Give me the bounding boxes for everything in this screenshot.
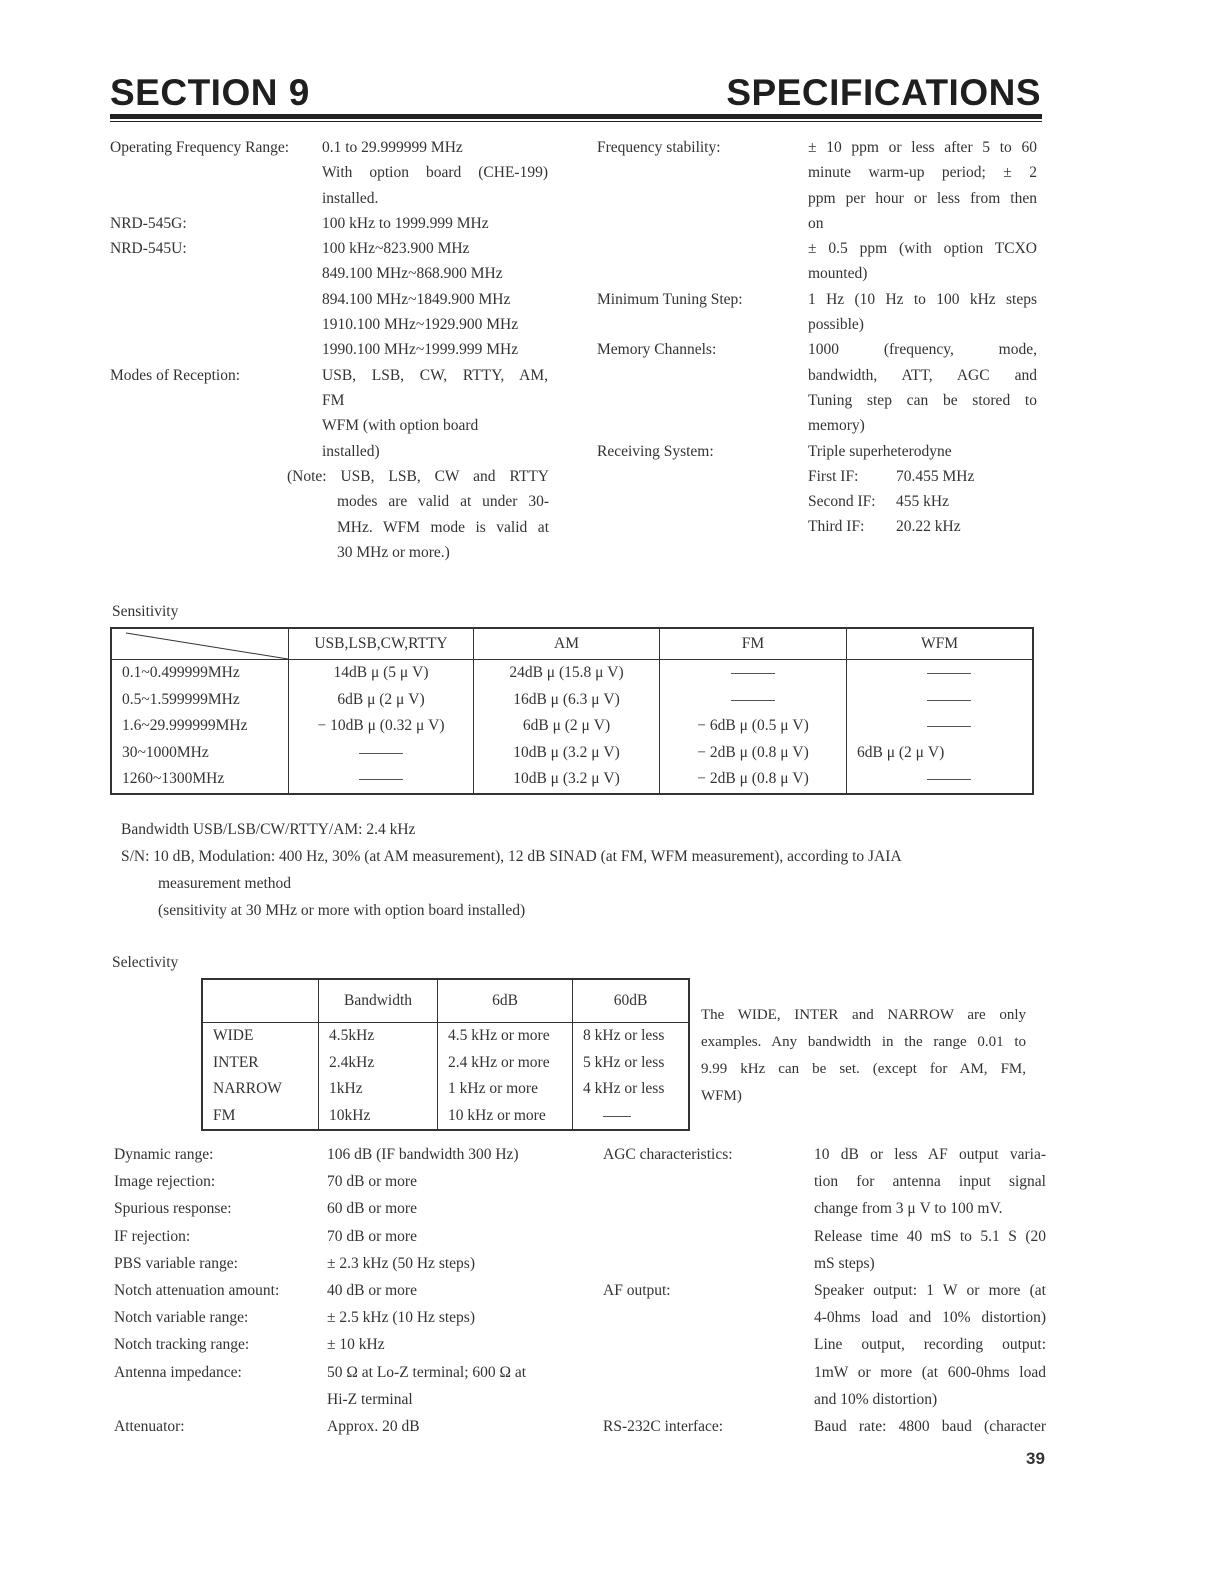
empty-cell (289, 766, 473, 793)
db6-column (438, 1023, 573, 1131)
spec-label (597, 186, 797, 211)
spec-label: NRD-545U: (110, 240, 187, 258)
spec-label (110, 160, 315, 185)
spec-value: With option board (CHE-199) (322, 164, 548, 182)
spec-values-top-left (322, 135, 548, 464)
spec-label (603, 1195, 808, 1222)
spec-label: Frequency stability: (597, 139, 721, 156)
spec-value: Line output, recording output: (814, 1336, 1046, 1354)
spec-label: Attenuator: (114, 1417, 185, 1435)
empty-cell (660, 660, 846, 687)
dash-mark (927, 673, 971, 674)
note-line: WFM) (701, 1088, 742, 1104)
spec-value: mounted) (808, 265, 868, 283)
spec-value: 106 dB (IF bandwidth 300 Hz) (327, 1146, 519, 1163)
spec-label: Spurious response: (114, 1200, 232, 1218)
modes-note (287, 464, 549, 565)
value-cell: 5 kHz or less (583, 1053, 665, 1071)
table-body-row (202, 1023, 689, 1131)
spec-value: ± 10 kHz (327, 1336, 385, 1354)
note-line: S/N: 10 dB, Modulation: 400 Hz, 30% (at AM measurement), 12 dB SINAD (at FM, WFM measurement), according to JAIA (121, 848, 902, 865)
spec-value: 100 kHz to 1999.999 MHz (322, 214, 489, 232)
note-line: MHz. WFM mode is valid at (337, 518, 549, 536)
if-label: Second IF: (808, 493, 876, 511)
spec-label (110, 261, 315, 286)
value-cell: 2.4 kHz or more (448, 1053, 550, 1071)
dash-mark (603, 1116, 631, 1117)
spec-label (110, 186, 315, 211)
empty-cell (660, 687, 846, 714)
spec-value: on (808, 214, 824, 232)
spec-value: installed. (322, 189, 379, 207)
spec-value: tion for antenna input signal (814, 1173, 1046, 1191)
spec-value: Speaker output: 1 W or more (at (814, 1281, 1046, 1299)
empty-cell (583, 1103, 688, 1130)
spec-value: Tuning step can be stored to (808, 391, 1037, 409)
spec-label (603, 1304, 808, 1331)
spec-label: AF output: (603, 1281, 671, 1299)
value-cell: 16dB μ (6.3 μ V) (513, 690, 620, 708)
spec-value: 1000 (frequency, mode, (808, 341, 1037, 359)
corner-cell (202, 979, 319, 1023)
spec-value: ± 2.3 kHz (50 Hz steps) (327, 1254, 475, 1272)
note-line: The WIDE, INTER and NARROW are only (701, 1007, 1026, 1023)
spec-labels-top-left (110, 135, 315, 388)
wfm-column (847, 660, 1034, 794)
spec-value: Triple superheterodyne (808, 442, 952, 460)
am-column (474, 660, 660, 794)
spec-label: NRD-545G: (110, 214, 187, 232)
spec-value: ± 10 ppm or less after 5 to 60 (808, 139, 1037, 156)
dash-mark (927, 726, 971, 727)
db60-column (573, 1023, 690, 1131)
sensitivity-notes (121, 816, 1031, 924)
spec-label (603, 1359, 808, 1386)
empty-cell (857, 660, 1032, 687)
spec-value: Release time 40 mS to 5.1 S (20 (814, 1227, 1046, 1245)
column-header: 60dB (573, 979, 690, 1023)
spec-label: Dynamic range: (114, 1146, 214, 1163)
dash-mark (359, 753, 403, 754)
spec-label: Memory Channels: (597, 341, 717, 359)
spec-value: 60 dB or more (327, 1200, 417, 1218)
value-cell: − 2dB μ (0.8 μ V) (697, 770, 809, 788)
header-rule-thick (110, 114, 1042, 119)
spec-value: 10 dB or less AF output varia- (814, 1146, 1046, 1163)
column-header: USB,LSB,CW,RTTY (289, 628, 474, 660)
range-cell: 1260~1300MHz (122, 770, 225, 788)
spec-label (110, 337, 315, 362)
if-value: 70.455 MHz (896, 467, 975, 485)
note-line: 9.99 kHz can be set. (except for AM, FM, (701, 1061, 1026, 1077)
spec-values-bottom-left (327, 1141, 557, 1440)
spec-label (597, 413, 797, 438)
spec-value: bandwidth, ATT, AGC and (808, 366, 1037, 384)
name-cell: NARROW (213, 1080, 282, 1098)
value-cell: 2.4kHz (329, 1053, 375, 1071)
value-cell: 10dB μ (3.2 μ V) (513, 770, 620, 788)
spec-value: Baud rate: 4800 baud (character (814, 1417, 1046, 1435)
spec-value: 70 dB or more (327, 1173, 417, 1191)
value-cell: 4.5kHz (329, 1027, 375, 1044)
spec-label (603, 1168, 808, 1195)
spec-label: Antenna impedance: (114, 1363, 242, 1381)
selectivity-side-note (701, 1002, 1026, 1110)
dash-mark (927, 700, 971, 701)
spec-value: 1990.100 MHz~1999.999 MHz (322, 341, 519, 359)
spec-label (110, 312, 315, 337)
spec-label (597, 160, 797, 185)
if-row (808, 514, 1037, 539)
column-header: Bandwidth (319, 979, 438, 1023)
note-line: (sensitivity at 30 MHz or more with option board installed) (158, 902, 526, 919)
spec-value: 4-0hms load and 10% distortion) (814, 1309, 1046, 1327)
spec-label (597, 211, 797, 236)
spec-value: ± 0.5 ppm (with option TCXO (808, 240, 1037, 258)
spec-value: 0.1 to 29.999999 MHz (322, 139, 463, 156)
selectivity-title: Selectivity (112, 954, 179, 971)
spec-value: USB, LSB, CW, RTTY, AM, (322, 366, 548, 384)
value-cell: 10 kHz or more (448, 1106, 546, 1124)
spec-value: memory) (808, 417, 865, 435)
range-column (111, 660, 289, 794)
spec-label: RS-232C interface: (603, 1417, 724, 1435)
if-value: 455 kHz (896, 493, 949, 511)
spec-value: WFM (with option board (322, 417, 479, 435)
if-value: 20.22 kHz (896, 518, 961, 536)
sensitivity-table (110, 627, 1034, 795)
spec-label: PBS variable range: (114, 1254, 238, 1272)
spec-label: Receiving System: (597, 442, 714, 460)
spec-label: Minimum Tuning Step: (597, 290, 743, 308)
range-cell: 30~1000MHz (122, 743, 209, 761)
spec-value: minute warm-up period; ± 2 (808, 164, 1037, 182)
value-cell: 1kHz (329, 1080, 363, 1098)
name-cell: FM (213, 1106, 236, 1124)
if-label: First IF: (808, 467, 859, 485)
if-label: Third IF: (808, 518, 865, 536)
value-cell: 8 kHz or less (583, 1027, 665, 1044)
note-line: (Note: USB, LSB, CW and RTTY (287, 468, 549, 485)
spec-labels-top-right (597, 135, 797, 464)
value-cell: − 2dB μ (0.8 μ V) (697, 743, 809, 761)
empty-cell (857, 766, 1032, 793)
spec-value: FM (322, 391, 345, 409)
column-header: WFM (847, 628, 1034, 660)
spec-label: AGC characteristics: (603, 1146, 733, 1163)
spec-label (597, 312, 797, 337)
value-cell: 4 kHz or less (583, 1080, 665, 1098)
bandwidth-column (319, 1023, 438, 1131)
range-cell: 1.6~29.999999MHz (122, 717, 248, 735)
value-cell: 4.5 kHz or more (448, 1027, 550, 1044)
if-row (808, 489, 1037, 514)
spec-label (603, 1223, 808, 1250)
spec-value: 40 dB or more (327, 1281, 417, 1299)
empty-cell (857, 713, 1032, 740)
spec-value: 1 Hz (10 Hz to 100 kHz steps (808, 290, 1037, 308)
table-header-row (202, 979, 689, 1023)
spec-values-top-right (808, 135, 1037, 540)
header-rule-thin (110, 121, 1042, 122)
spec-value: 100 kHz~823.900 MHz (322, 240, 470, 258)
value-cell: 14dB μ (5 μ V) (333, 664, 429, 681)
spec-value: 70 dB or more (327, 1227, 417, 1245)
value-cell: 10kHz (329, 1106, 371, 1124)
range-cell: 0.5~1.599999MHz (122, 690, 240, 708)
value-cell: 6dB μ (2 μ V) (857, 743, 945, 761)
note-line: measurement method (158, 875, 291, 892)
if-row (808, 464, 1037, 489)
range-cell: 0.1~0.499999MHz (122, 664, 240, 681)
spec-value: and 10% distortion) (814, 1390, 938, 1408)
value-cell: − 10dB μ (0.32 μ V) (317, 717, 445, 735)
spec-label (597, 363, 797, 388)
spec-labels-bottom-right (603, 1141, 808, 1440)
value-cell: 6dB μ (2 μ V) (337, 690, 425, 708)
spec-label: Notch tracking range: (114, 1336, 250, 1354)
spec-value: 894.100 MHz~1849.900 MHz (322, 290, 511, 308)
page-number: 39 (1026, 1449, 1045, 1468)
spec-value: Hi-Z terminal (327, 1390, 413, 1408)
value-cell: − 6dB μ (0.5 μ V) (697, 717, 809, 735)
spec-label: Operating Frequency Range: (110, 139, 290, 156)
page-title: SPECIFICATIONS (726, 72, 1041, 113)
spec-value: 50 Ω at Lo-Z terminal; 600 Ω at (327, 1363, 527, 1381)
spec-label (597, 261, 797, 286)
spec-value: mS steps) (814, 1254, 875, 1272)
empty-cell (289, 740, 473, 767)
value-cell: 1 kHz or more (448, 1080, 538, 1098)
note-line: examples. Any bandwidth in the range 0.01 to (701, 1034, 1026, 1050)
spec-label (110, 287, 315, 312)
spec-label (603, 1386, 808, 1413)
name-cell: INTER (213, 1053, 259, 1071)
value-cell: 10dB μ (3.2 μ V) (513, 743, 620, 761)
table-header-row (111, 628, 1033, 660)
spec-value: 849.100 MHz~868.900 MHz (322, 265, 503, 283)
diagonal-line (112, 629, 288, 659)
selectivity-table (201, 978, 690, 1131)
spec-value: installed) (322, 442, 380, 460)
dash-mark (731, 700, 775, 701)
name-column (202, 1023, 319, 1131)
column-header: FM (660, 628, 847, 660)
name-cell: WIDE (213, 1027, 254, 1044)
note-line: modes are valid at under 30- (337, 493, 549, 511)
spec-values-bottom-right (814, 1141, 1046, 1440)
spec-label (597, 388, 797, 413)
value-cell: 6dB μ (2 μ V) (522, 717, 611, 735)
table-body-row (111, 660, 1033, 794)
usb-column (289, 660, 474, 794)
dash-mark (731, 673, 775, 674)
spec-value: ppm per hour or less from then (808, 189, 1037, 207)
spec-value: ± 2.5 kHz (10 Hz steps) (327, 1309, 475, 1327)
spec-label (603, 1250, 808, 1277)
spec-value: change from 3 μ V to 100 mV. (814, 1200, 1003, 1218)
spec-label: Image rejection: (114, 1173, 216, 1191)
note-line: Bandwidth USB/LSB/CW/RTTY/AM: 2.4 kHz (121, 821, 416, 838)
spec-label: Notch variable range: (114, 1309, 249, 1327)
section-heading: SECTION 9 (110, 72, 310, 113)
column-header: 6dB (438, 979, 573, 1023)
spec-value: 1mW or more (at 600-0hms load (814, 1363, 1046, 1381)
sensitivity-title: Sensitivity (112, 603, 179, 620)
corner-cell (111, 628, 289, 660)
note-line: 30 MHz or more.) (337, 543, 450, 561)
empty-cell (857, 687, 1032, 714)
value-cell: 24dB μ (15.8 μ V) (509, 664, 624, 681)
column-header: AM (474, 628, 660, 660)
spec-value: possible) (808, 316, 864, 334)
spec-value: 1910.100 MHz~1929.900 MHz (322, 316, 519, 334)
fm-column (660, 660, 847, 794)
spec-value: Approx. 20 dB (327, 1417, 420, 1435)
spec-label: Modes of Reception: (110, 366, 241, 384)
spec-labels-bottom-left (114, 1141, 319, 1440)
spec-label (114, 1386, 319, 1413)
spec-label: IF rejection: (114, 1227, 191, 1245)
dash-mark (359, 779, 403, 780)
dash-mark (927, 779, 971, 780)
spec-label (597, 236, 797, 261)
spec-label (603, 1331, 808, 1358)
spec-label: Notch attenuation amount: (114, 1281, 280, 1299)
